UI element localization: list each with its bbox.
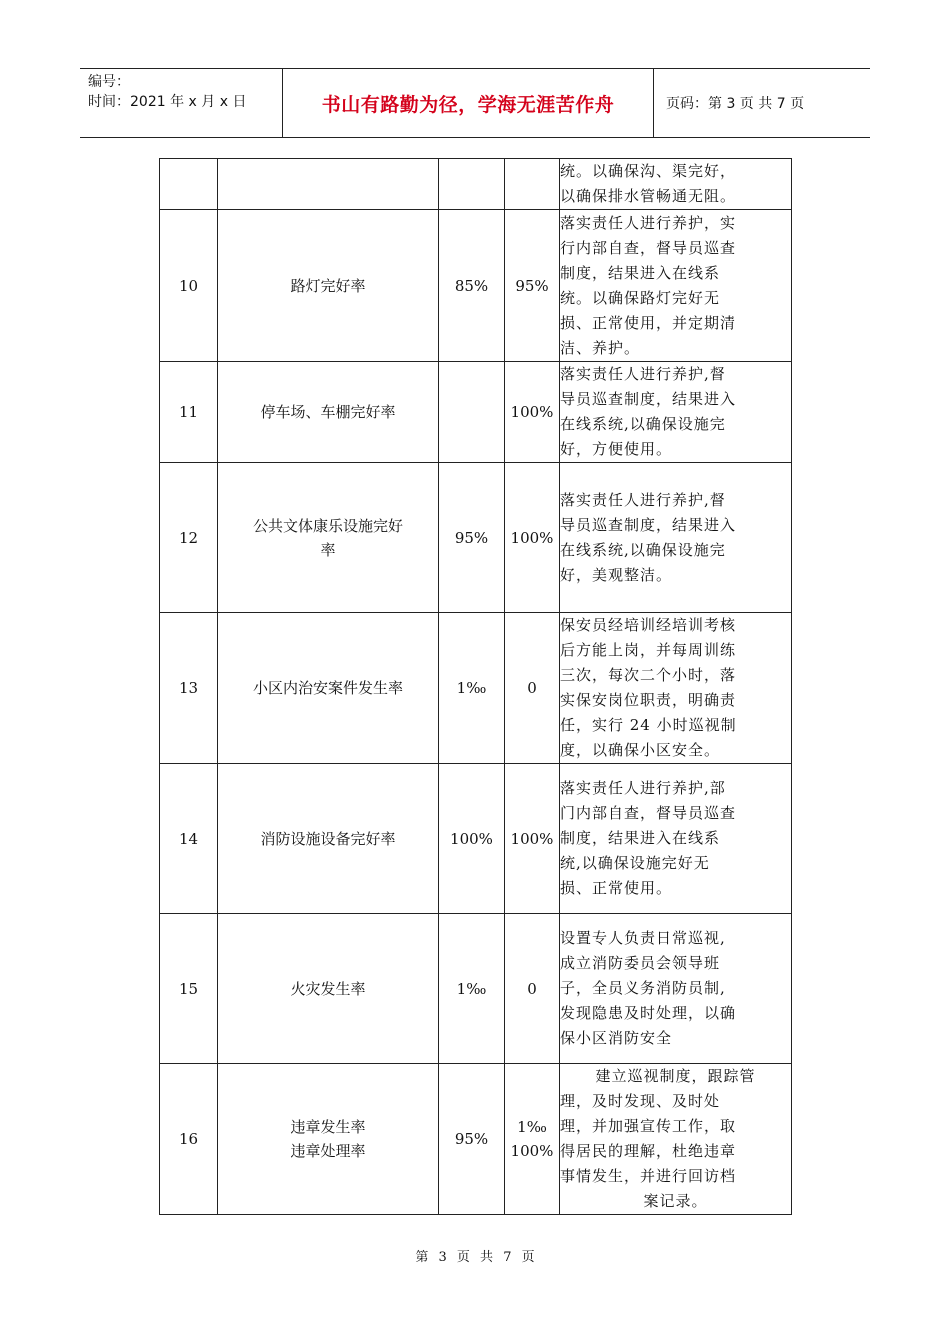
item-name-line: 率 [320, 540, 336, 559]
target-value-2 [505, 914, 560, 1064]
standards-table-body [160, 159, 792, 1215]
target-value-1: 95% [439, 463, 505, 613]
measures-text [560, 463, 792, 613]
item-name [218, 914, 439, 1064]
table-row [160, 159, 792, 210]
measures-line: 任，实行 24 小时巡视制 [560, 716, 737, 734]
measures-line: 制度，结果进入在线系 [560, 829, 721, 847]
target-value-1 [439, 362, 505, 463]
target-value-2 [505, 463, 560, 613]
measures-text [560, 914, 792, 1064]
measures-line: 理，及时发现、及时处 [560, 1092, 721, 1110]
item-name [218, 362, 439, 463]
table-row [160, 210, 792, 362]
item-name-line: 路灯完好率 [290, 276, 366, 295]
page-footer: 第 3 页 共 7 页 [415, 1250, 535, 1265]
target-value-2-line: 0 [527, 979, 537, 998]
measures-line: 损、正常使用，并定期清 [560, 313, 737, 332]
target-value-1: 1‰ [439, 613, 505, 764]
measures-line: 以确保排水管畅通无阻。 [560, 187, 737, 205]
measures-text [560, 764, 792, 914]
target-value-1: 100% [439, 764, 505, 914]
measures-line: 得居民的理解，杜绝违章 [560, 1142, 737, 1160]
item-name-line: 违章处理率 [290, 1142, 366, 1160]
item-name-line: 消防设施设备完好率 [260, 829, 396, 848]
measures-line: 后方能上岗，并每周训练 [560, 641, 737, 659]
item-name [218, 613, 439, 764]
measures-line: 成立消防委员会领导班 [560, 954, 721, 972]
measures-line: 发现隐患及时处理，以确 [560, 1004, 737, 1022]
measures-line: 导员巡查制度，结果进入 [560, 515, 737, 534]
measures-line: 保小区消防安全 [560, 1029, 673, 1047]
standards-table [159, 158, 792, 1215]
measures-line: 落实责任人进行养护,督 [560, 490, 726, 509]
measures-line: 三次，每次二个小时，落 [560, 666, 737, 684]
measures-line: 建立巡视制度，跟踪管 [595, 1067, 756, 1085]
target-value-2-line: 100% [510, 403, 554, 421]
target-value-1: 85% [439, 210, 505, 362]
measures-line: 理，并加强宣传工作，取 [560, 1117, 737, 1135]
item-number: 14 [160, 764, 218, 914]
measures-line: 落实责任人进行养护,督 [560, 365, 726, 383]
target-value-2-line: 1‰ [517, 1118, 547, 1136]
table-row [160, 362, 792, 463]
measures-text [560, 159, 792, 210]
measures-line: 落实责任人进行养护，实 [560, 213, 737, 232]
item-number: 15 [160, 914, 218, 1064]
target-value-1 [439, 159, 505, 210]
measures-line: 制度，结果进入在线系 [560, 263, 721, 282]
item-name [218, 1064, 439, 1215]
target-value-2-line: 100% [510, 528, 554, 547]
measures-text [560, 210, 792, 362]
measures-text [560, 613, 792, 764]
target-value-2 [505, 159, 560, 210]
measures-line: 保安员经培训经培训考核 [560, 616, 737, 634]
table-row [160, 1064, 792, 1215]
measures-line: 在线系统,以确保设施完 [560, 540, 726, 559]
measures-line: 统。以确保路灯完好无 [560, 288, 721, 307]
item-name [218, 159, 439, 210]
item-number: 13 [160, 613, 218, 764]
measures-line: 在线系统,以确保设施完 [560, 415, 726, 433]
target-value-2-line: 0 [527, 679, 537, 697]
target-value-2 [505, 362, 560, 463]
measures-line: 子，全员义务消防员制, [560, 979, 726, 997]
measures-text [560, 1064, 792, 1215]
header-page-number: 页码：第 3 页 共 7 页 [666, 96, 805, 112]
measures-line: 设置专人负责日常巡视, [560, 929, 726, 947]
measures-line: 行内部自查，督导员巡查 [560, 238, 737, 257]
target-value-2-line: 100% [510, 1142, 554, 1160]
header-motto: 书山有路勤为径，学海无涯苦作舟 [283, 69, 654, 137]
target-value-1: 95% [439, 1064, 505, 1215]
item-name [218, 764, 439, 914]
item-name [218, 210, 439, 362]
page-header [80, 68, 870, 138]
measures-line: 案记录。 [643, 1192, 708, 1210]
measures-line: 事情发生，并进行回访档 [560, 1167, 737, 1185]
item-number: 16 [160, 1064, 218, 1215]
measures-line: 洁、养护。 [560, 338, 641, 357]
measures-line: 实保安岗位职责，明确责 [560, 691, 737, 709]
item-number: 11 [160, 362, 218, 463]
item-name-line: 公共文体康乐设施完好 [252, 516, 403, 535]
measures-text [560, 362, 792, 463]
table-row [160, 463, 792, 613]
document-date-label: 时间：2021 年 x 月 x 日 [88, 94, 247, 110]
document-number-label: 编号： [88, 74, 130, 90]
measures-line: 度，以确保小区安全。 [560, 741, 721, 759]
item-number: 12 [160, 463, 218, 613]
target-value-2-line: 95% [515, 276, 549, 295]
measures-line: 统。以确保沟、渠完好， [560, 162, 737, 180]
item-name-line: 违章发生率 [290, 1118, 366, 1136]
item-name [218, 463, 439, 613]
item-name-line: 停车场、车棚完好率 [260, 403, 396, 421]
target-value-2 [505, 1064, 560, 1215]
measures-line: 好，方便使用。 [560, 440, 673, 458]
table-row [160, 613, 792, 764]
measures-line: 好，美观整洁。 [560, 565, 673, 584]
target-value-2 [505, 613, 560, 764]
item-name-line: 小区内治安案件发生率 [252, 679, 403, 697]
measures-line: 导员巡查制度，结果进入 [560, 390, 737, 408]
measures-line: 门内部自查，督导员巡查 [560, 804, 737, 822]
target-value-2 [505, 764, 560, 914]
target-value-2-line: 100% [510, 829, 554, 848]
target-value-1: 1‰ [439, 914, 505, 1064]
measures-line: 统,以确保设施完好无 [560, 854, 710, 872]
item-number [160, 159, 218, 210]
target-value-2 [505, 210, 560, 362]
table-row [160, 764, 792, 914]
measures-line: 损、正常使用。 [560, 879, 673, 897]
item-name-line: 火灾发生率 [290, 979, 366, 998]
table-row [160, 914, 792, 1064]
measures-line: 落实责任人进行养护,部 [560, 779, 726, 797]
header-meta [80, 69, 283, 137]
item-number: 10 [160, 210, 218, 362]
